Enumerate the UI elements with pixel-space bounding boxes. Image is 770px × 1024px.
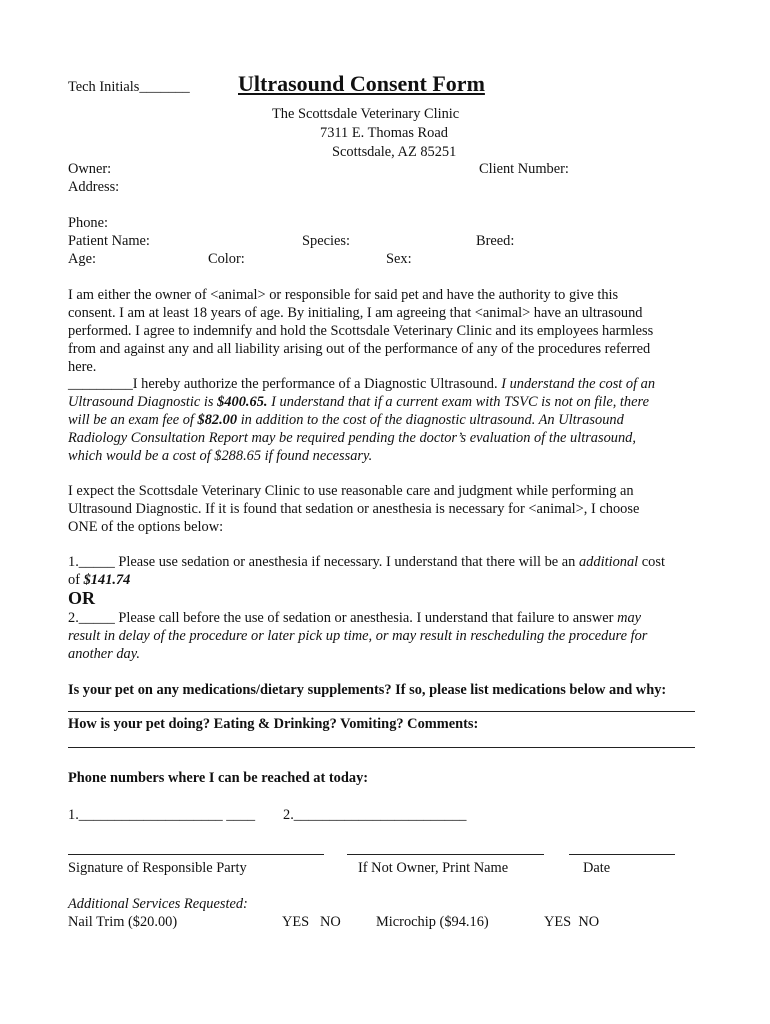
tech-initials-field[interactable]: Tech Initials_______ — [68, 79, 190, 95]
authorize-text: will be an exam fee of — [68, 412, 194, 428]
signature-line[interactable] — [68, 854, 324, 855]
consent-line: here. — [68, 359, 97, 375]
print-name-label: If Not Owner, Print Name — [358, 860, 509, 876]
comments-answer-line[interactable] — [68, 747, 695, 748]
owner-label: Owner: — [68, 161, 112, 177]
additional-word: additional — [578, 554, 639, 570]
consent-line: consent. I am at least 18 years of age. By initialing, I am agreeing that <animal> have an ultrasound — [68, 305, 643, 321]
phone-numbers-question: Phone numbers where I can be reached at today: — [68, 770, 369, 786]
authorization-line — [68, 411, 708, 429]
option-2-line — [68, 609, 708, 627]
medications-question: Is your pet on any medications/dietary supplements? If so, please list medications below and why: — [68, 682, 667, 698]
authorize-text: I understand that if a current exam with TSVC is not on file, there — [271, 394, 649, 410]
nail-trim-label: Nail Trim ($20.00) — [68, 914, 178, 930]
pet-status-question: How is your pet doing? Eating & Drinking? Vomiting? Comments: — [68, 716, 479, 732]
authorization-line: Radiology Consultation Report may be required pending the doctor’s evaluation of the ultrasound, — [68, 430, 636, 446]
sedation-price: $141.74 — [83, 572, 131, 588]
consent-line: from and against any and all liability arising out of the performance of any of the procedures referred — [68, 341, 651, 357]
color-label: Color: — [208, 251, 245, 267]
option-2-line: result in delay of the procedure or later pick up time, or may result in rescheduling the procedure for — [68, 628, 648, 644]
patient-name-label: Patient Name: — [68, 233, 150, 249]
microchip-label: Microchip ($94.16) — [376, 914, 489, 930]
consent-paragraph — [68, 286, 708, 376]
authorize-text: Ultrasound Diagnostic is — [68, 394, 214, 410]
form-title: Ultrasound Consent Form — [238, 71, 485, 96]
option-2-text[interactable]: 2._____ Please call before the use of sedation or anesthesia. I understand that failure to answer — [68, 610, 614, 626]
phone-number-2-field[interactable]: 2.________________________ — [283, 807, 467, 823]
ultrasound-price: $400.65. — [217, 394, 268, 410]
option-2-line: another day. — [68, 646, 140, 662]
client-number-label: Client Number: — [479, 161, 569, 177]
consent-line: performed. I agree to indemnify and hold the Scottsdale Veterinary Clinic and its employees harmless — [68, 323, 654, 339]
microchip-yes-no[interactable]: YES NO — [544, 914, 600, 930]
expectation-paragraph — [68, 482, 708, 536]
authorize-italic: I understand the cost of an — [501, 376, 656, 392]
expect-line: I expect the Scottsdale Veterinary Clinic to use reasonable care and judgment while performing an — [68, 483, 634, 499]
phone-label: Phone: — [68, 215, 108, 231]
authorization-line — [68, 393, 708, 411]
expect-line: ONE of the options below: — [68, 519, 224, 535]
date-label: Date — [583, 860, 611, 876]
or-divider: OR — [68, 588, 95, 608]
option-1-line — [68, 553, 708, 571]
option-1-text[interactable]: 1._____ Please use sedation or anesthesia if necessary. I understand that there will be an — [68, 554, 576, 570]
authorization-paragraph — [68, 375, 708, 465]
medications-answer-line[interactable] — [68, 711, 695, 712]
clinic-city: Scottsdale, AZ 85251 — [332, 144, 457, 160]
nail-trim-yes-no[interactable]: YES NO — [282, 914, 341, 930]
date-line[interactable] — [569, 854, 675, 855]
phone-number-1-field[interactable]: 1.____________________ ____ — [68, 807, 256, 823]
may-word: may — [617, 610, 642, 626]
clinic-name: The Scottsdale Veterinary Clinic — [272, 106, 460, 122]
authorize-text: in addition to the cost of the diagnostic ultrasound. An Ultrasound — [240, 412, 624, 428]
authorization-line: which would be a cost of $288.65 if found necessary. — [68, 448, 373, 464]
exam-fee-price: $82.00 — [197, 412, 238, 428]
breed-label: Breed: — [476, 233, 515, 249]
signature-label: Signature of Responsible Party — [68, 860, 247, 876]
of-word: of — [68, 572, 80, 588]
print-name-line[interactable] — [347, 854, 544, 855]
consent-line: I am either the owner of <animal> or responsible for said pet and have the authority to give this — [68, 287, 619, 303]
authorize-initial-blank[interactable]: _________I hereby authorize the performance of a Diagnostic Ultrasound. — [68, 376, 498, 392]
clinic-street: 7311 E. Thomas Road — [320, 125, 448, 141]
option-2 — [68, 609, 708, 663]
option-1 — [68, 553, 708, 589]
option-1-line — [68, 571, 708, 589]
address-label: Address: — [68, 179, 120, 195]
cost-word: cost — [641, 554, 665, 570]
sex-label: Sex: — [386, 251, 412, 267]
authorization-line — [68, 375, 708, 393]
age-label: Age: — [68, 251, 96, 267]
additional-services-heading: Additional Services Requested: — [68, 896, 248, 912]
species-label: Species: — [302, 233, 350, 249]
expect-line: Ultrasound Diagnostic. If it is found that sedation or anesthesia is necessary for <animal>, I choose — [68, 501, 640, 517]
